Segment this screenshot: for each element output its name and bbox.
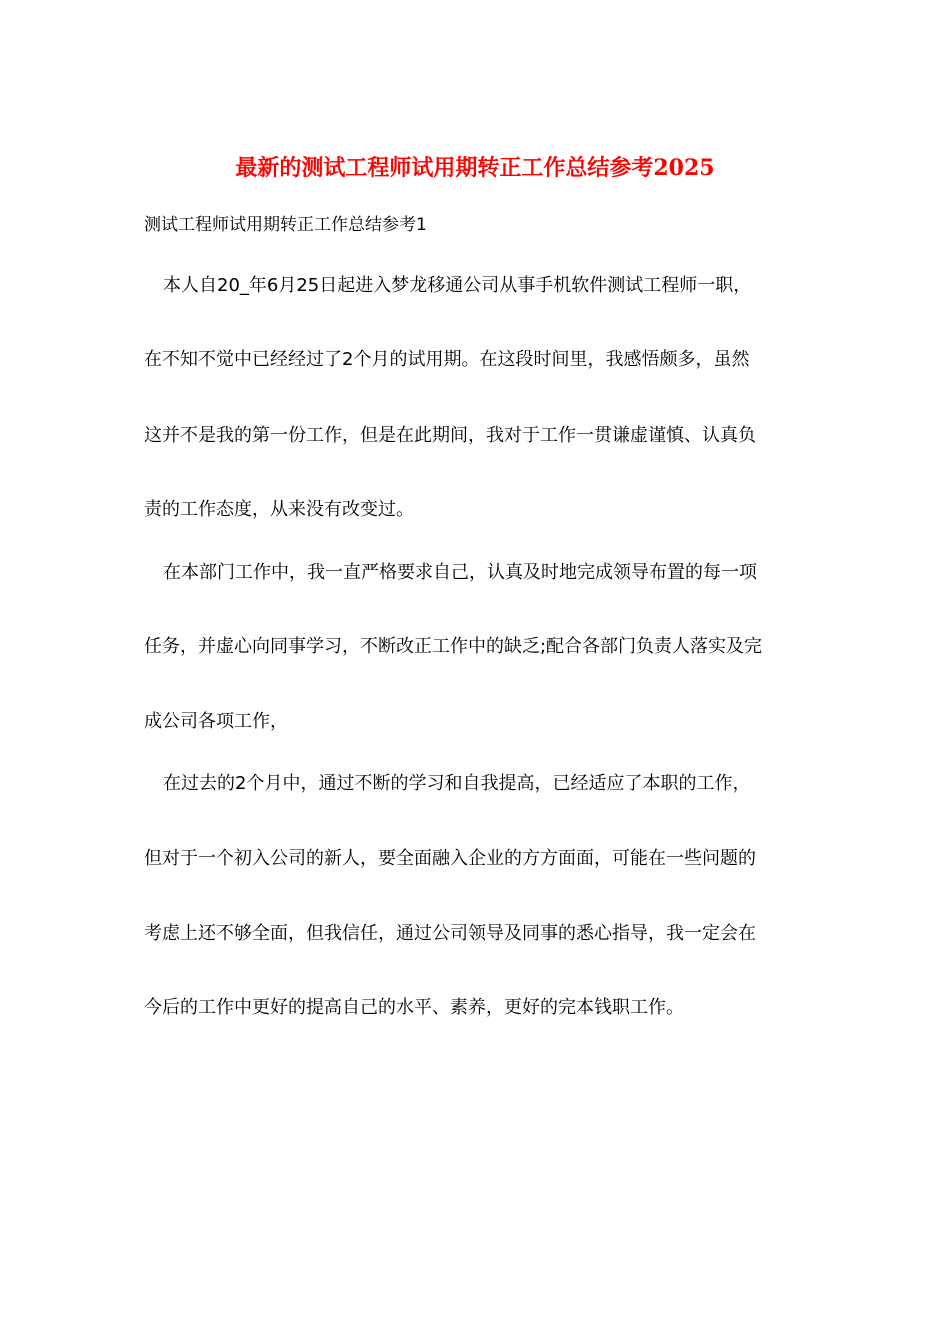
paragraph-line: 在本部门工作中，我一直严格要求自己，认真及时地完成领导布置的每一项 [163, 562, 757, 583]
paragraph-line: 本人自20_年6月25日起进入梦龙移通公司从事手机软件测试工程师一职， [163, 275, 752, 296]
paragraph-line: 在过去的2个月中，通过不断的学习和自我提高，已经适应了本职的工作， [163, 773, 751, 794]
paragraph-line: 今后的工作中更好的提高自己的水平、素养，更好的完本钱职工作。 [144, 997, 684, 1018]
document-title: 最新的测试工程师试用期转正工作总结参考2025 [235, 155, 715, 181]
paragraph-line: 任务，并虚心向同事学习，不断改正工作中的缺乏;配合各部门负责人落实及完 [144, 636, 763, 657]
paragraph-line: 考虑上还不够全面，但我信任，通过公司领导及同事的悉心指导，我一定会在 [144, 923, 756, 944]
paragraph-line: 在不知不觉中已经经过了2个月的试用期。在这段时间里，我感悟颇多，虽然 [144, 349, 750, 370]
paragraph-line: 但对于一个初入公司的新人，要全面融入企业的方方面面，可能在一些问题的 [144, 848, 756, 869]
paragraph-line: 这并不是我的第一份工作，但是在此期间，我对于工作一贯谦虚谨慎、认真负 [144, 425, 756, 446]
section-heading: 测试工程师试用期转正工作总结参考1 [144, 215, 427, 235]
paragraph-line: 成公司各项工作， [144, 711, 288, 732]
paragraph-line: 责的工作态度，从来没有改变过。 [144, 499, 414, 520]
